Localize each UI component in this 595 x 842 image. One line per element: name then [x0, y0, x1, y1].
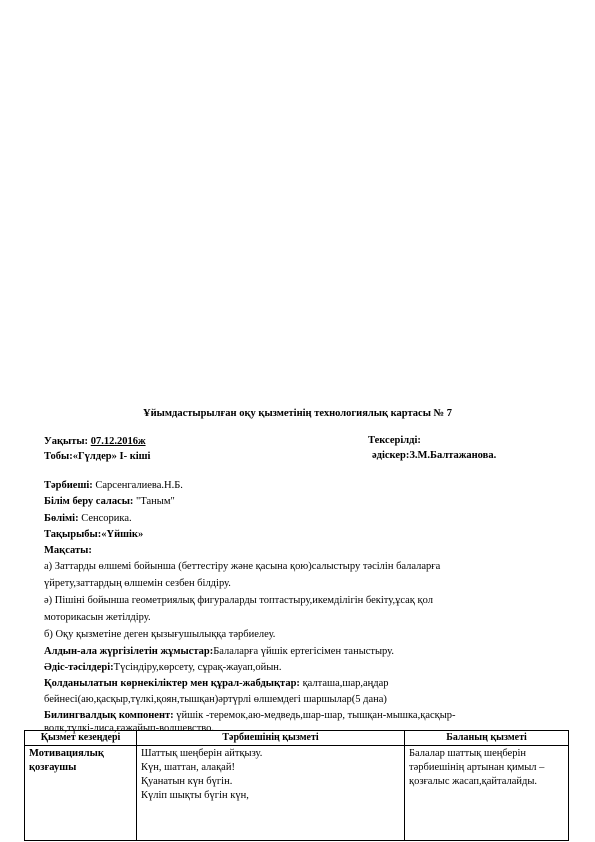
goals-label: Мақсаты: [44, 545, 92, 556]
area-line [44, 495, 175, 508]
materials-label: Қолданылатын көрнекіліктер мен құрал-жабдықтар: [44, 678, 300, 689]
child-line-1: Балалар шаттық шеңберін [409, 748, 526, 759]
checked-label: Тексерілді: [368, 435, 421, 446]
teacher-line-1: Шаттық шеңберін айтқызу. [141, 748, 263, 759]
teacher-line [44, 479, 183, 492]
goal-a2-line1: ә) Пішіні бойынша геометриялық фигураларды топтастыру,икемділігін бекіту,ұсақ қол [44, 595, 433, 606]
teacher-line-3: Қуанатын күн бүгін. [141, 776, 233, 787]
preliminary-label: Алдын-ала жүргізілетін жұмыстар: [44, 646, 214, 657]
table-row [25, 746, 569, 841]
goal-a2-line2: моторикасын жетілдіру. [44, 612, 151, 623]
methodist-line: әдіскер:З.М.Балтажанова. [372, 450, 497, 461]
teacher-line-2: Күн, шаттан, алақай! [141, 762, 235, 773]
goal-b: б) Оқу қызметіне деген қызығушылыққа тәрбиелеу. [44, 629, 276, 640]
stage-line1: Мотивациялық [29, 748, 104, 759]
goal-a1-line1: а) Заттарды өлшемі бойынша (беттестіру және қасына қою)салыстыру тәсілін балаларға [44, 561, 441, 572]
bilingual-line2: волк,түлкі-лиса,ғажайып-волшевство. [44, 723, 215, 734]
child-line-3: қозғалыс жасап,қайталайды. [409, 776, 537, 787]
methods-line [44, 661, 282, 674]
header-stages: Қызмет кезеңдері [25, 731, 137, 746]
bilingual-value: үйшік -теремок,аю-медведь,шар-шар, тышқан-мышка,қасқыр- [173, 710, 456, 721]
child-cell [405, 746, 569, 841]
group-line: Тобы:«Гүлдер» I- кіші [44, 451, 151, 462]
teacher-label: Тәрбиеші: [44, 480, 93, 491]
methods-label: Әдіс-тәсілдері: [44, 662, 114, 673]
methods-value: Түсіндіру,көрсету, сұрақ-жауап,ойын. [113, 662, 282, 673]
materials-line [44, 677, 389, 690]
activity-table [24, 730, 569, 841]
section-value: Сенсорика. [78, 513, 132, 524]
bilingual-label: Билингвалдық компонент: [44, 710, 174, 721]
table-header-row [25, 731, 569, 746]
materials-line2: бейнесі(аю,қасқыр,түлкі,қоян,тышқан)әртүрлі өлшемдегі шаршылар(5 дана) [44, 694, 387, 705]
preliminary-line [44, 645, 394, 658]
document-title: Ұйымдастырылған оқу қызметінің технологиялық картасы № 7 [143, 408, 452, 419]
teacher-cell [137, 746, 405, 841]
header-child: Баланың қызметі [405, 731, 569, 746]
teacher-value: Сарсенгалиева.Н.Б. [92, 480, 183, 491]
topic-line [44, 528, 143, 541]
area-value: "Таным" [133, 496, 175, 507]
bilingual-line [44, 709, 456, 722]
stage-cell [25, 746, 137, 841]
area-label: Білім беру саласы: [44, 496, 134, 507]
materials-value: қалташа,шар,аңдар [299, 678, 389, 689]
preliminary-value: Балаларға үйшік ертегісімен таныстыру. [213, 646, 394, 657]
child-line-2: тәрбиешінің артынан қимыл – [409, 762, 545, 773]
stage-line2: қозғаушы [29, 762, 77, 773]
goal-a1-line2: үйрету,заттардың өлшемін сезбен білдіру. [44, 578, 231, 589]
date-value: 07.12.2016ж [90, 436, 146, 447]
section-line [44, 512, 132, 525]
date-label: Уақыты: [44, 436, 91, 447]
topic-value: «Үйшік» [101, 529, 144, 540]
section-label: Бөлімі: [44, 513, 79, 524]
topic-label: Тақырыбы: [44, 529, 102, 540]
teacher-line-4: Күліп шықты бүгін күн, [141, 790, 249, 801]
header-teacher: Тәрбиешінің қызметі [137, 731, 405, 746]
date-line [44, 435, 146, 448]
